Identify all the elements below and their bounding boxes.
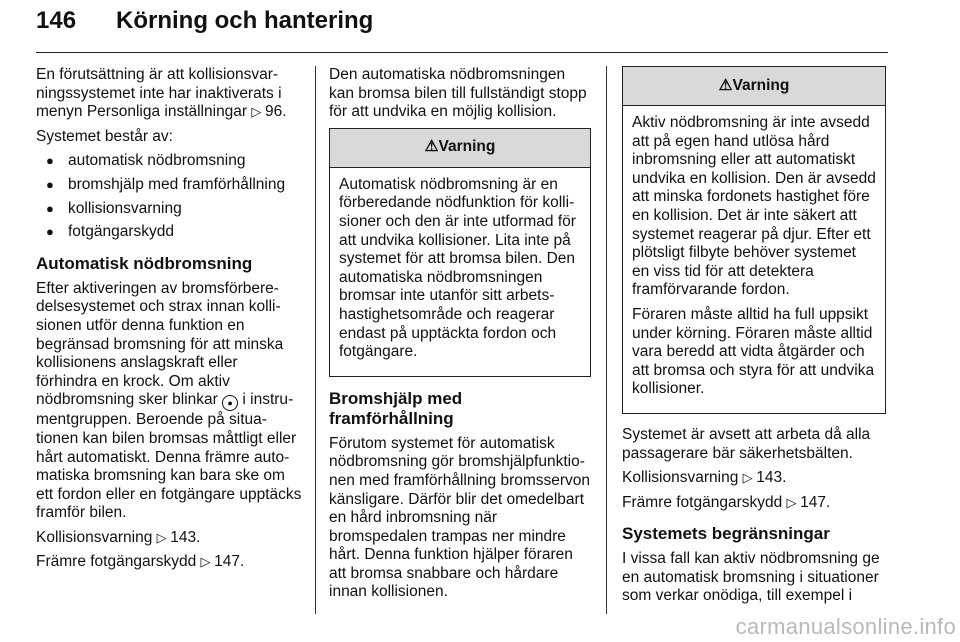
column-2 [329,66,591,608]
paragraph: Den automatiska nödbromsningen kan bromsa bilen till fullständigt stopp för att undvika en möjlig kollision. [329,66,587,121]
warning-box [329,128,591,377]
paragraph: I vissa fall kan aktiv nödbromsning ge en automatisk bromsning i situationer som verkar onödiga, till exempel i [622,550,880,605]
page-ref-link[interactable]: 143. [170,528,201,546]
page-ref-icon: ▷ [156,529,171,545]
page-ref-icon: ▷ [200,554,215,570]
column-3 [622,66,886,612]
paragraph: Systemet består av: [36,127,173,145]
page-ref-icon: ▷ [786,494,801,510]
section-heading: Automatisk nödbromsning [36,253,253,273]
column-1 [36,66,302,578]
page-ref-link[interactable]: 147. [800,493,831,511]
warning-text: Automatisk nödbromsning är en förberedande nödfunktion för kollisioner och den är inte utformad för att undvika kollisioner. Lita inte på systemet för att bromsa bilen. Den automatiska nödbromsningen bromsar inte utanför sitt arbetshastighetsområde och reagerar endast på upptäckta fordon och fotgängare. [339,175,576,361]
warning-box [622,66,886,414]
column-divider [315,66,316,614]
section-heading: Systemets begränsningar [622,524,830,544]
collision-warning-icon: ● [222,395,238,411]
warning-body [330,168,590,376]
warning-icon: ⚠ [718,76,733,94]
column-divider [606,66,607,614]
list-item: ● kollisionsvarning [36,200,302,219]
list-item: ● fotgängarskydd [36,223,302,242]
page-ref-icon: ▷ [251,104,266,120]
page-ref-link[interactable]: 143. [756,469,787,487]
page-ref-icon: ▷ [742,470,757,486]
page-ref-link[interactable]: 96. [265,103,287,121]
cross-reference: Främre fotgängarskydd ▷ 147. [622,493,831,511]
paragraph: En förutsättning är att kollisionsvarningssystemet inte har inaktiverats i menyn Personliga inställningar ▷ 96. [36,66,287,121]
warning-title: Varning [732,76,790,94]
page-title: Körning och hantering [116,7,374,34]
warning-text: Föraren måste alltid ha full uppsikt under körning. Föraren måste alltid vara beredd att vidta åtgärder och att bromsa och styra för att undvika kollisioner. [632,305,875,398]
list-item: ● automatisk nödbromsning [36,152,302,171]
cross-reference: Främre fotgängarskydd ▷ 147. [36,553,245,571]
paragraph: Förutom systemet för automatisk nödbromsning gör bromshjälpfunktionen med framförhållning bromsservon känsligare. Därför blir det omedelbart en hård inbromsning när bromspedalen trampas ner mindre hårt. Denna funktion hjälper föraren att bromsa snabbare och hårdare innan kollisionen. [329,434,591,601]
page-ref-link[interactable]: 147. [214,553,245,571]
cross-reference: Kollisionsvarning ▷ 143. [622,469,787,487]
warning-icon: ⚠ [424,138,439,156]
list-item: ● bromshjälp med framförhållning [36,176,302,195]
warning-header [623,67,885,106]
system-components-list [36,152,302,241]
warning-header [330,129,590,168]
watermark: carmanualsonline.info [735,614,956,639]
page-number: 146 [36,7,77,34]
warning-title: Varning [438,138,496,156]
section-heading: Bromshjälp med framförhållning [329,388,463,428]
cross-reference: Kollisionsvarning ▷ 143. [36,528,201,546]
warning-body [623,106,885,413]
paragraph: Systemet är avsett att arbeta då alla passagerare bär säkerhetsbälten. [622,425,871,462]
warning-text: Aktiv nödbromsning är inte avsedd att på egen hand utlösa hård inbromsning eller att automatiskt undvika en kollision. Den är avsedd att minska fordonets hastighet före en kollision. Det är inte säkert att systemet reagerar på djur. Efter ett plötsligt filbyte behöver systemet en viss tid för att detektera framförvarande fordon. [632,114,876,299]
page-header [36,0,888,53]
paragraph: Efter aktiveringen av bromsförberedelsesystemet och strax innan kollisionen utför denna funktion en begränsad bromsning för att minska kollisionens anslagskraft eller förhindra en krock. Om aktiv nödbromsning sker blinkar ● i instrumentgruppen. Beroende på situationen kan bilen bromsas måttligt eller hårt automatiskt. Denna främre automatiska bromsning kan bara ske om ett fordon eller en fotgängare upptäcks framför bilen. [36,279,302,522]
